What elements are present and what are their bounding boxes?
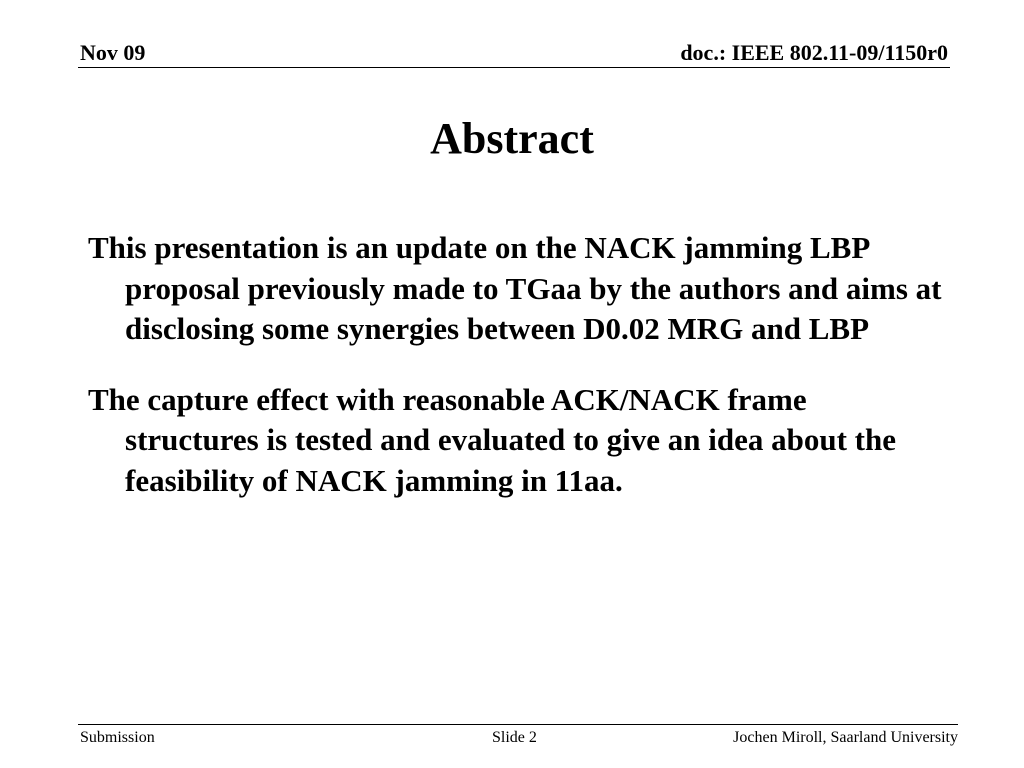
footer-submission: Submission [80, 729, 155, 746]
header-date: Nov 09 [80, 40, 146, 65]
header-divider [78, 67, 950, 68]
header-doc-id: doc.: IEEE 802.11-09/1150r0 [680, 40, 948, 65]
slide-body [88, 228, 948, 531]
slide-title: Abstract [430, 114, 594, 163]
body-paragraph-2: The capture effect with reasonable ACK/NACK frame structures is tested and evaluated to give an idea about the feasibility of NACK jamming in 11aa. [88, 381, 896, 498]
body-paragraph-1: This presentation is an update on the NACK jamming LBP proposal previously made to TGaa by the authors and aims at disclosing some synergies between D0.02 MRG and LBP [88, 230, 942, 346]
footer-author: Jochen Miroll, Saarland University [733, 729, 958, 746]
footer-divider [78, 724, 958, 725]
footer-slide-number: Slide 2 [492, 729, 537, 746]
